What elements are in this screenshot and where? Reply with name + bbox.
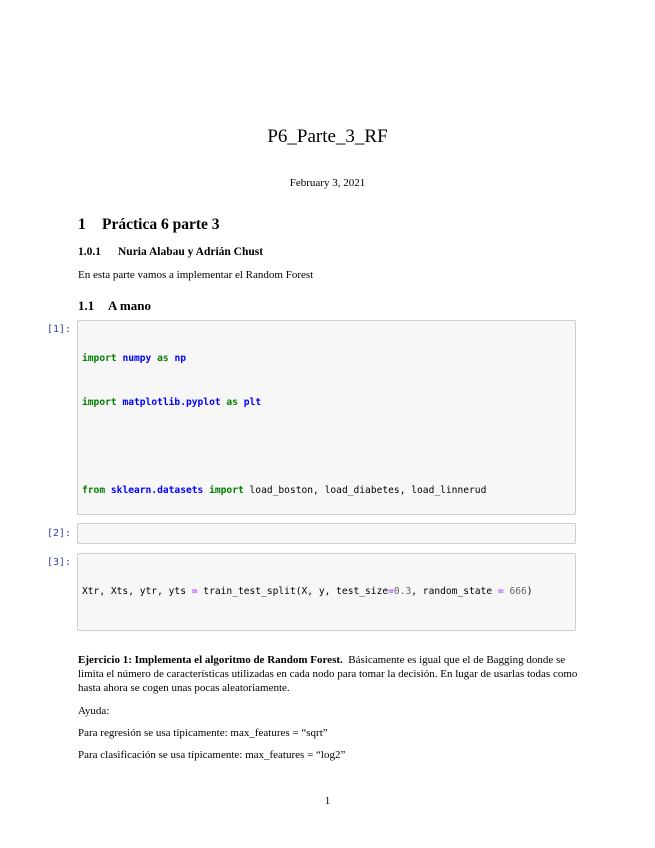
section-number: 1 xyxy=(78,216,86,233)
section-heading xyxy=(78,216,220,234)
code-cell-2[interactable] xyxy=(77,523,576,544)
classification-hint: Para clasificación se usa típicamente: max_features = “log2” xyxy=(78,749,346,761)
document-date: February 3, 2021 xyxy=(289,177,366,189)
intro-paragraph: En esta parte vamos a implementar el Random Forest xyxy=(78,269,314,281)
code-line: from sklearn.datasets import load_boston, load_diabetes, load_linnerud xyxy=(82,484,487,496)
authors-number: 1.0.1 xyxy=(78,246,101,258)
regression-hint: Para regresión se usa típicamente: max_features = “sqrt” xyxy=(78,727,328,739)
code-comment xyxy=(82,629,571,631)
code-line: import matplotlib.pyplot as plt xyxy=(82,396,262,408)
help-label: Ayuda: xyxy=(78,705,110,717)
cell-prompt: [2]: xyxy=(47,528,72,539)
authors-title: Nuria Alabau y Adrián Chust xyxy=(118,246,264,258)
section-title: Práctica 6 parte 3 xyxy=(102,216,220,233)
exercise-label: Ejercicio 1: Implementa el algoritmo de Random Forest. xyxy=(78,654,343,666)
cell-prompt: [3]: xyxy=(47,557,72,568)
exercise-text: Básicamente es igual que el de Bagging donde se limita el número de características utilizadas en cada nodo para tomar la decisión. En lugar de usarlas todas como hasta ahora se cogen unas pocas aleatoriamente. xyxy=(78,654,578,694)
authors-heading xyxy=(78,246,263,258)
code-line: Xtr, Xts, ytr, yts = train_test_split(X, y, test_size=0.3, random_state = 666) xyxy=(82,586,533,598)
subsection-number: 1.1 xyxy=(78,298,95,313)
code-line: import numpy as np xyxy=(82,353,187,365)
document-title: P6_Parte_3_RF xyxy=(267,126,388,147)
subsection-heading xyxy=(78,298,151,314)
page-number: 1 xyxy=(324,795,331,807)
subsection-title: A mano xyxy=(108,298,151,313)
code-cell-1[interactable] xyxy=(77,320,576,515)
cell-prompt: [1]: xyxy=(47,324,72,335)
exercise-paragraph xyxy=(78,653,578,695)
code-cell-3[interactable] xyxy=(77,553,576,631)
code-line-blank xyxy=(82,440,571,455)
